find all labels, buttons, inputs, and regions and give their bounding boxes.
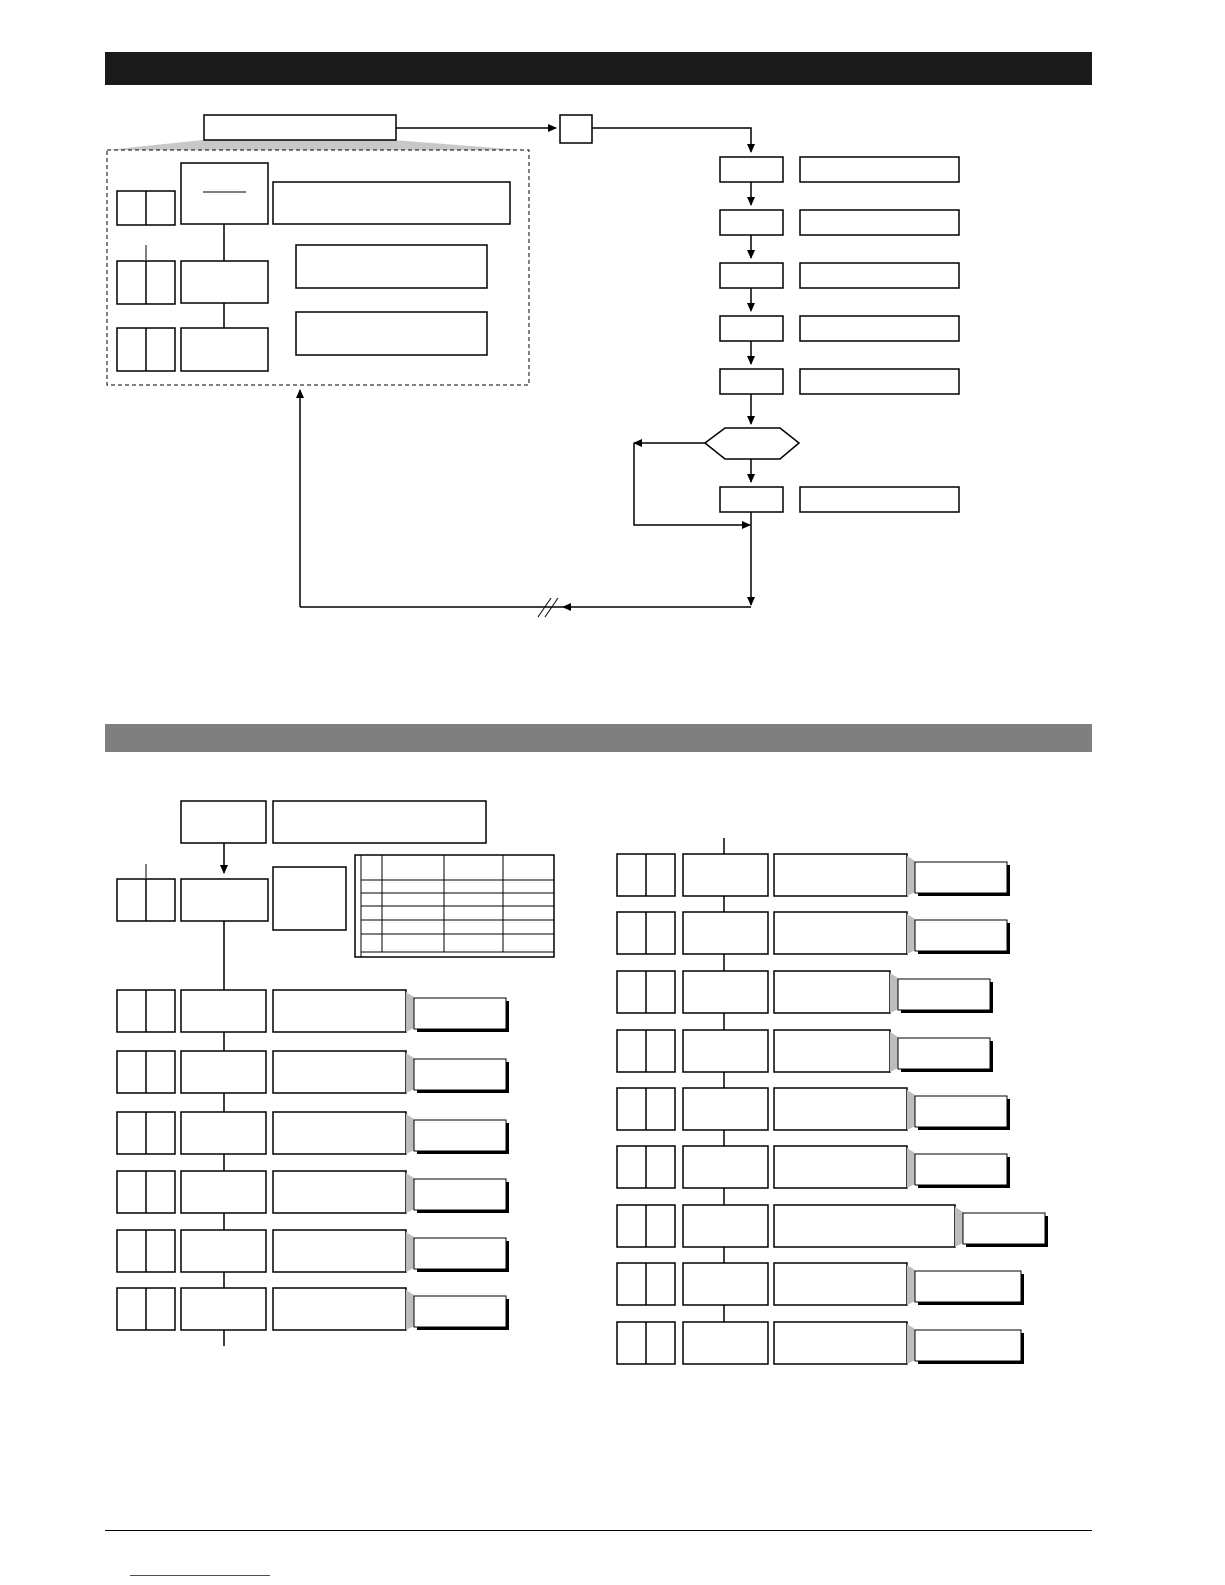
right-value-box-7 (963, 1213, 1045, 1244)
right-desc-box-6 (774, 1146, 907, 1188)
desc-box-b (296, 245, 487, 288)
left-value-box-2 (414, 1059, 506, 1090)
right-desc-box-9 (774, 1322, 907, 1364)
right-display-box-1 (683, 854, 768, 896)
left-value-box-5 (414, 1238, 506, 1269)
display-box-c (181, 328, 268, 371)
left-desc-box-1 (273, 990, 406, 1032)
left-display-box-5 (181, 1230, 266, 1272)
left-display-box-4 (181, 1171, 266, 1213)
top-label-box (204, 115, 396, 140)
desc-box-c (296, 312, 487, 355)
left-display-box-3 (181, 1112, 266, 1154)
left-value-box-3 (414, 1120, 506, 1151)
right-value-box-4 (898, 1038, 990, 1069)
left-display-box-6 (181, 1288, 266, 1330)
decision-hexagon (705, 428, 799, 459)
right-value-box-6 (915, 1154, 1007, 1185)
step-box-6 (720, 487, 783, 512)
right-display-box-8 (683, 1263, 768, 1305)
start-desc-box (273, 801, 486, 843)
right-desc-box-3 (774, 971, 890, 1013)
left-value-box-6 (414, 1296, 506, 1327)
step-label-1 (800, 157, 959, 182)
right-desc-box-8 (774, 1263, 907, 1305)
right-display-box-6 (683, 1146, 768, 1188)
step-label-5 (800, 369, 959, 394)
arrow-to-step1 (592, 128, 751, 152)
callout-shade (107, 140, 522, 150)
start-box (181, 801, 266, 843)
left-desc-box-4 (273, 1171, 406, 1213)
right-value-box-1 (915, 862, 1007, 893)
right-display-box-7 (683, 1205, 768, 1247)
right-display-box-2 (683, 912, 768, 954)
right-desc-box-5 (774, 1088, 907, 1130)
step-label-4 (800, 316, 959, 341)
right-value-box-3 (898, 979, 990, 1010)
step-label-2 (800, 210, 959, 235)
right-value-box-2 (915, 920, 1007, 951)
step-box-2 (720, 210, 783, 235)
left-display-box-1 (181, 990, 266, 1032)
right-value-box-5 (915, 1096, 1007, 1127)
right-display-box-4 (683, 1030, 768, 1072)
right-display-box-5 (683, 1088, 768, 1130)
step-box-4 (720, 316, 783, 341)
left-display-box-2 (181, 1051, 266, 1093)
footer-rule (105, 1530, 1092, 1531)
right-desc-box-2 (774, 912, 907, 954)
right-value-box-8 (915, 1271, 1021, 1302)
left-value-box-4 (414, 1179, 506, 1210)
right-value-box-9 (915, 1330, 1021, 1361)
table-label-box (273, 867, 346, 930)
left-value-box-1 (414, 998, 506, 1029)
right-desc-box-1 (774, 854, 907, 896)
left-desc-box-6 (273, 1288, 406, 1330)
right-display-box-9 (683, 1322, 768, 1364)
display-box-l0 (181, 879, 268, 921)
left-desc-box-3 (273, 1112, 406, 1154)
step-box-3 (720, 263, 783, 288)
display-box-b (181, 261, 268, 303)
step-label-6 (800, 487, 959, 512)
step-box-5 (720, 369, 783, 394)
display-box-a (181, 163, 268, 224)
left-desc-box-5 (273, 1230, 406, 1272)
left-desc-box-2 (273, 1051, 406, 1093)
junction-box (560, 115, 592, 143)
footer-link-underline (130, 1575, 270, 1576)
step-label-3 (800, 263, 959, 288)
desc-box-a (273, 182, 510, 224)
right-desc-box-4 (774, 1030, 890, 1072)
right-desc-box-7 (774, 1205, 955, 1247)
right-display-box-3 (683, 971, 768, 1013)
step-box-1 (720, 157, 783, 182)
